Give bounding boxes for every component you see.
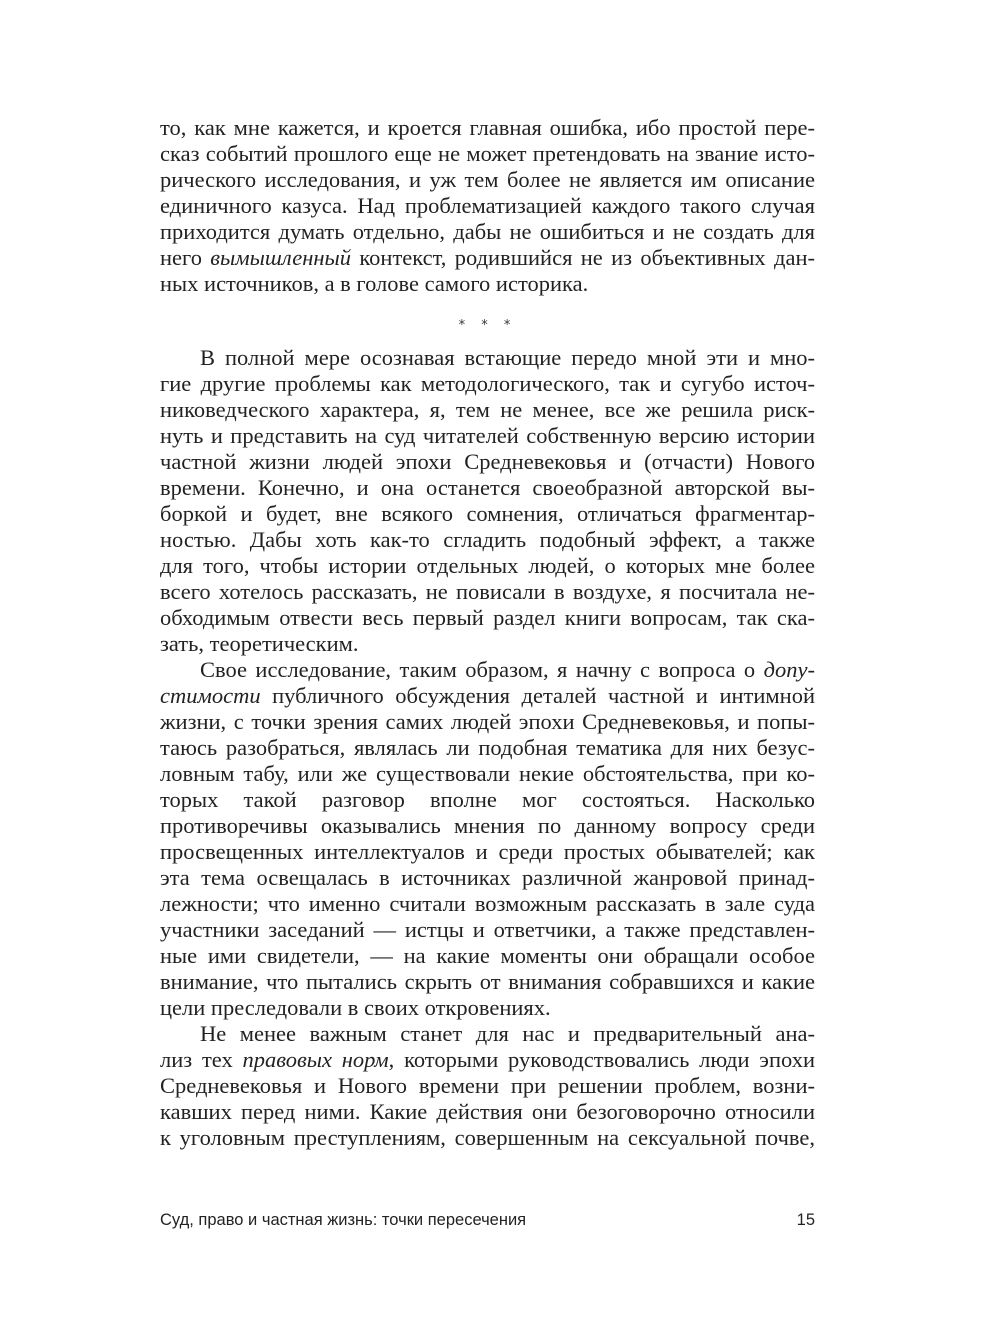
text-line	[160, 397, 815, 423]
emphasis-text: стимости	[160, 683, 261, 708]
text-line	[160, 891, 815, 917]
text-run: гие другие проблемы как методологического, так и сугубо источ-	[160, 371, 815, 396]
text-line	[160, 345, 815, 371]
running-title: Суд, право и частная жизнь: точки пересечения	[160, 1211, 527, 1229]
text-run: лиз тех	[160, 1047, 243, 1072]
text-run: к уголовным преступлениям, совершенным на сексуальной почве,	[160, 1125, 815, 1150]
text-run: ные ими свидетели, — на какие моменты они обращали особое	[160, 943, 815, 968]
text-run: всего хотелось рассказать, не повисали в воздухе, я посчитала не-	[160, 579, 815, 604]
text-line	[160, 943, 815, 969]
page-number: 15	[796, 1211, 815, 1229]
text-run: внимание, что пытались скрыть от внимания собравшихся и какие	[160, 969, 815, 994]
text-line	[160, 449, 815, 475]
text-run: для того, чтобы истории отдельных людей, о которых мне более	[160, 553, 815, 578]
text-run: нуть и представить на суд читателей собственную версию истории	[160, 423, 815, 448]
text-line	[160, 167, 815, 193]
text-line	[160, 709, 815, 735]
text-line	[160, 1021, 815, 1047]
text-line	[160, 579, 815, 605]
text-run: времени. Конечно, и она останется своеобразной авторской вы-	[160, 475, 815, 500]
text-run: ностью. Дабы хоть как-то сгладить подобный эффект, а также	[160, 527, 815, 552]
text-line	[160, 865, 815, 891]
text-run: лежности; что именно считали возможным рассказать в зале суда	[160, 891, 815, 916]
text-run: частной жизни людей эпохи Средневековья и (отчасти) Нового	[160, 449, 815, 474]
text-run: никоведческого характера, я, тем не менее, все же решила риск-	[160, 397, 815, 422]
text-run: торых такой разговор вполне мог состояться. Насколько	[160, 787, 815, 812]
text-line	[160, 839, 815, 865]
page-footer	[160, 1211, 815, 1230]
text-line	[160, 683, 815, 709]
text-run: сказ событий прошлого еще не может претендовать на звание исто-	[160, 141, 815, 166]
text-line	[160, 527, 815, 553]
text-run: В полной мере осознавая встающие передо мной эти и мно-	[200, 345, 815, 370]
text-line	[160, 631, 815, 657]
text-line	[160, 501, 815, 527]
text-line	[160, 605, 815, 631]
text-line	[160, 735, 815, 761]
text-line	[160, 371, 815, 397]
text-run: таюсь разобраться, являлась ли подобная тематика для них безус-	[160, 735, 815, 760]
text-line	[160, 787, 815, 813]
text-run: Средневековья и Нового времени при решении проблем, возни-	[160, 1073, 815, 1098]
text-run: участники заседаний — истцы и ответчики, а также представлен-	[160, 917, 815, 942]
text-line	[160, 423, 815, 449]
text-line	[160, 1099, 815, 1125]
text-run: контекст, родившийся не из объективных дан-	[351, 245, 815, 270]
text-line	[160, 657, 815, 683]
text-line	[160, 917, 815, 943]
text-run: обходимым отвести весь первый раздел книги вопросам, так ска-	[160, 605, 815, 630]
section-separator: * * *	[458, 318, 517, 333]
text-run: боркой и будет, вне всякого сомнения, отличаться фрагментар-	[160, 501, 815, 526]
text-line	[160, 115, 815, 141]
text-run: ных источников, а в голове самого историка.	[160, 271, 589, 296]
text-line	[160, 1125, 815, 1151]
text-line	[160, 193, 815, 219]
emphasis-text: допу-	[763, 657, 815, 682]
text-line	[160, 995, 815, 1021]
text-line	[160, 969, 815, 995]
text-run: рического исследования, и уж тем более не является им описание	[160, 167, 815, 192]
text-run: кавших перед ними. Какие действия они безоговорочно относили	[160, 1099, 815, 1124]
text-run: то, как мне кажется, и кроется главная ошибка, ибо простой пере-	[160, 115, 815, 140]
text-run: зать, теоретическим.	[160, 631, 359, 656]
text-run: жизни, с точки зрения самих людей эпохи Средневековья, и попы-	[160, 709, 815, 734]
text-line	[160, 219, 815, 245]
emphasis-text: правовых норм	[242, 1047, 389, 1072]
text-line	[160, 475, 815, 501]
text-line	[160, 271, 815, 297]
text-run: Свое исследование, таким образом, я начну с вопроса о	[200, 657, 764, 682]
text-run: цели преследовали в своих откровениях.	[160, 995, 551, 1020]
text-line	[160, 1073, 815, 1099]
text-run: публичного обсуждения деталей частной и интимной	[260, 683, 815, 708]
text-run: просвещенных интеллектуалов и среди простых обывателей; как	[160, 839, 815, 864]
text-run: ловным табу, или же существовали некие обстоятельства, при ко-	[160, 761, 815, 786]
text-run: , которыми руководствовались люди эпохи	[388, 1047, 815, 1072]
text-run: противоречивы оказывались мнения по данному вопросу среди	[160, 813, 815, 838]
text-line	[160, 141, 815, 167]
text-line	[160, 761, 815, 787]
text-line	[160, 553, 815, 579]
text-line	[160, 245, 815, 271]
text-block-bottom	[160, 345, 815, 1151]
emphasis-text: вымышленный	[210, 245, 352, 270]
text-line	[160, 1047, 815, 1073]
text-run: него	[160, 245, 211, 270]
text-block-top	[160, 115, 815, 297]
text-run: эта тема освещалась в источниках различной жанровой принад-	[160, 865, 815, 890]
text-line	[160, 813, 815, 839]
text-run: единичного казуса. Над проблематизацией каждого такого случая	[160, 193, 815, 218]
text-run: приходится думать отдельно, дабы не ошибиться и не создать для	[160, 219, 815, 244]
text-run: Не менее важным станет для нас и предварительный ана-	[200, 1021, 815, 1046]
